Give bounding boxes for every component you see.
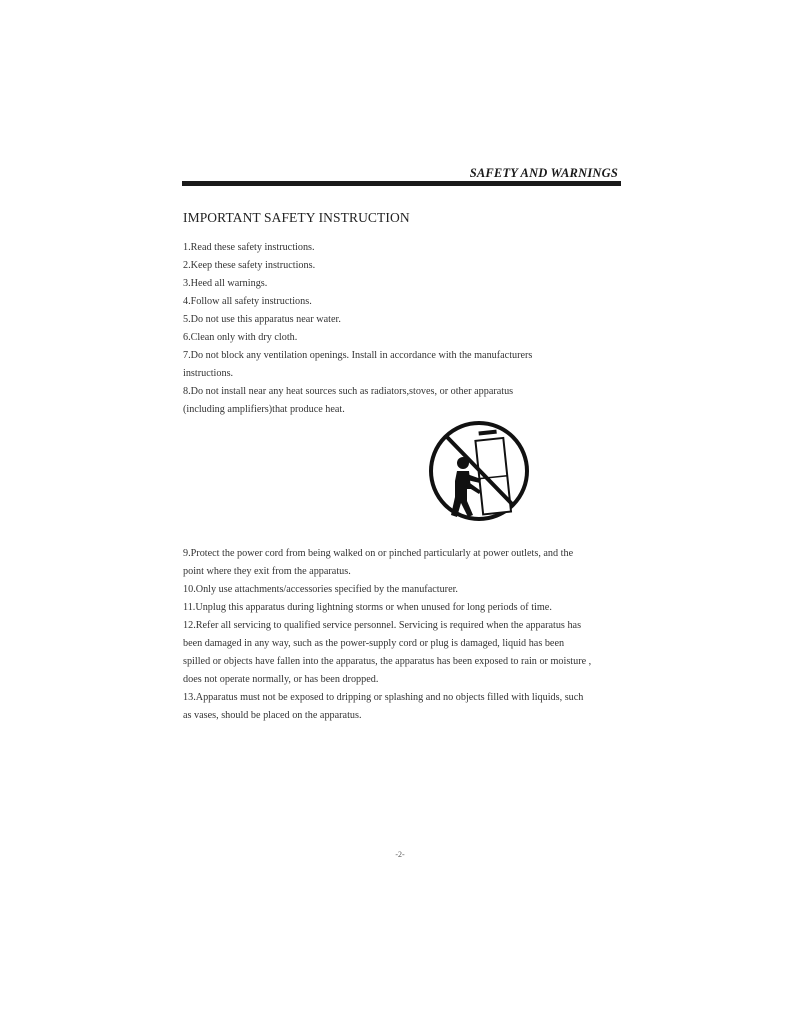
instruction-line: spilled or objects have fallen into the apparatus, the apparatus has been exposed to rain or moisture , [183,656,592,667]
instruction-line: 4.Follow all safety instructions. [183,296,312,307]
instruction-line: 5.Do not use this apparatus near water. [183,314,341,325]
instruction-line: does not operate normally, or has been dropped. [183,674,379,685]
instruction-line: instructions. [183,368,234,379]
section-title: SAFETY AND WARNINGS [469,166,618,180]
instruction-line: 6.Clean only with dry cloth. [183,332,298,343]
instruction-line: 8.Do not install near any heat sources such as radiators,stoves, or other apparatus [183,386,514,397]
instruction-line: 2.Keep these safety instructions. [183,260,316,271]
instruction-line: 1.Read these safety instructions. [183,242,315,253]
instruction-list-part2 [183,545,623,725]
no-tipping-cart-icon [427,419,531,523]
instruction-list-part1 [183,239,623,419]
instruction-line: 7.Do not block any ventilation openings. Install in accordance with the manufacturers [183,350,533,361]
instruction-line: 10.Only use attachments/accessories specified by the manufacturer. [183,584,458,595]
instruction-line: 9.Protect the power cord from being walked on or pinched particularly at power outlets, and the [183,548,574,559]
instruction-line: 13.Apparatus must not be exposed to dripping or splashing and no objects filled with liquids, such [183,692,584,703]
page-heading: IMPORTANT SAFETY INSTRUCTION [183,210,410,225]
instruction-line: 12.Refer all servicing to qualified service personnel. Servicing is required when the apparatus has [183,620,582,631]
instruction-line: as vases, should be placed on the apparatus. [183,710,362,721]
instruction-line: been damaged in any way, such as the power-supply cord or plug is damaged, liquid has been [183,638,565,649]
header-rule [182,181,621,186]
instruction-line: 11.Unplug this apparatus during lightning storms or when unused for long periods of time. [183,602,552,613]
instruction-line: 3.Heed all warnings. [183,278,268,289]
page-number: -2- [395,850,405,859]
instruction-line: point where they exit from the apparatus. [183,566,351,577]
instruction-line: (including amplifiers)that produce heat. [183,404,345,415]
